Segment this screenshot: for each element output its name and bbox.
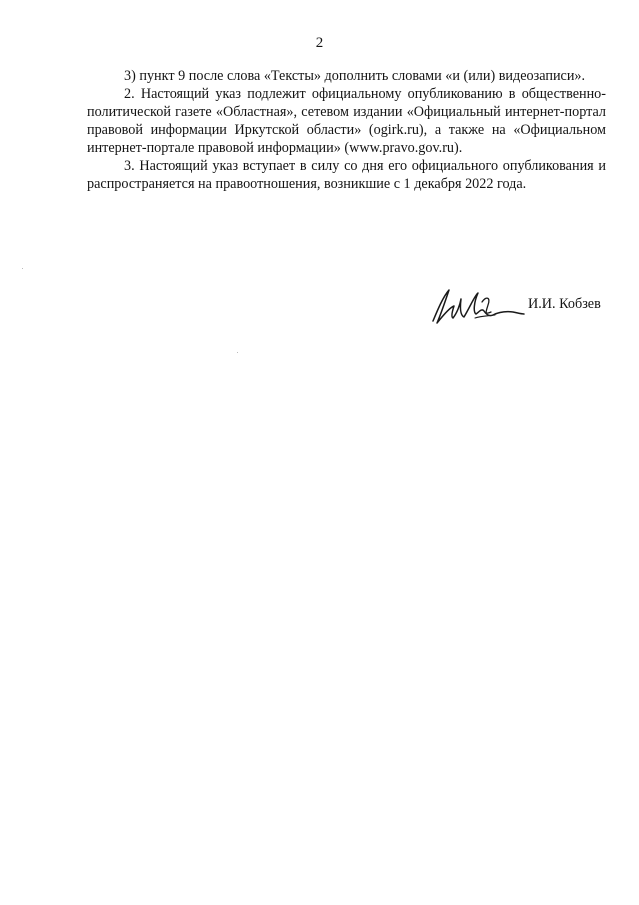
signature-block: [425, 285, 610, 335]
page-number: 2: [315, 35, 324, 51]
scan-speck: [22, 268, 23, 269]
document-body: [87, 67, 606, 193]
scan-speck: [237, 352, 238, 353]
paragraph-effective-date: 3. Настоящий указ вступает в силу со дня его официального опубликования и распространяется на правоотношения, возникшие с 1 декабря 2022 года.: [87, 158, 606, 192]
handwritten-signature: [425, 285, 525, 330]
signer-name: И.И. Кобзев: [528, 296, 601, 312]
paragraph-publication: 2. Настоящий указ подлежит официальному опубликованию в общественно-политической газете «Областная», сетевом издании «Официальный интернет-портал правовой информации Иркутской области» (ogirk.ru), а также на «Официальном интернет-портале правовой информации» (www.pravo.gov.ru).: [87, 86, 606, 156]
paragraph-item-3: 3) пункт 9 после слова «Тексты» дополнить словами «и (или) видеозаписи».: [124, 68, 586, 84]
